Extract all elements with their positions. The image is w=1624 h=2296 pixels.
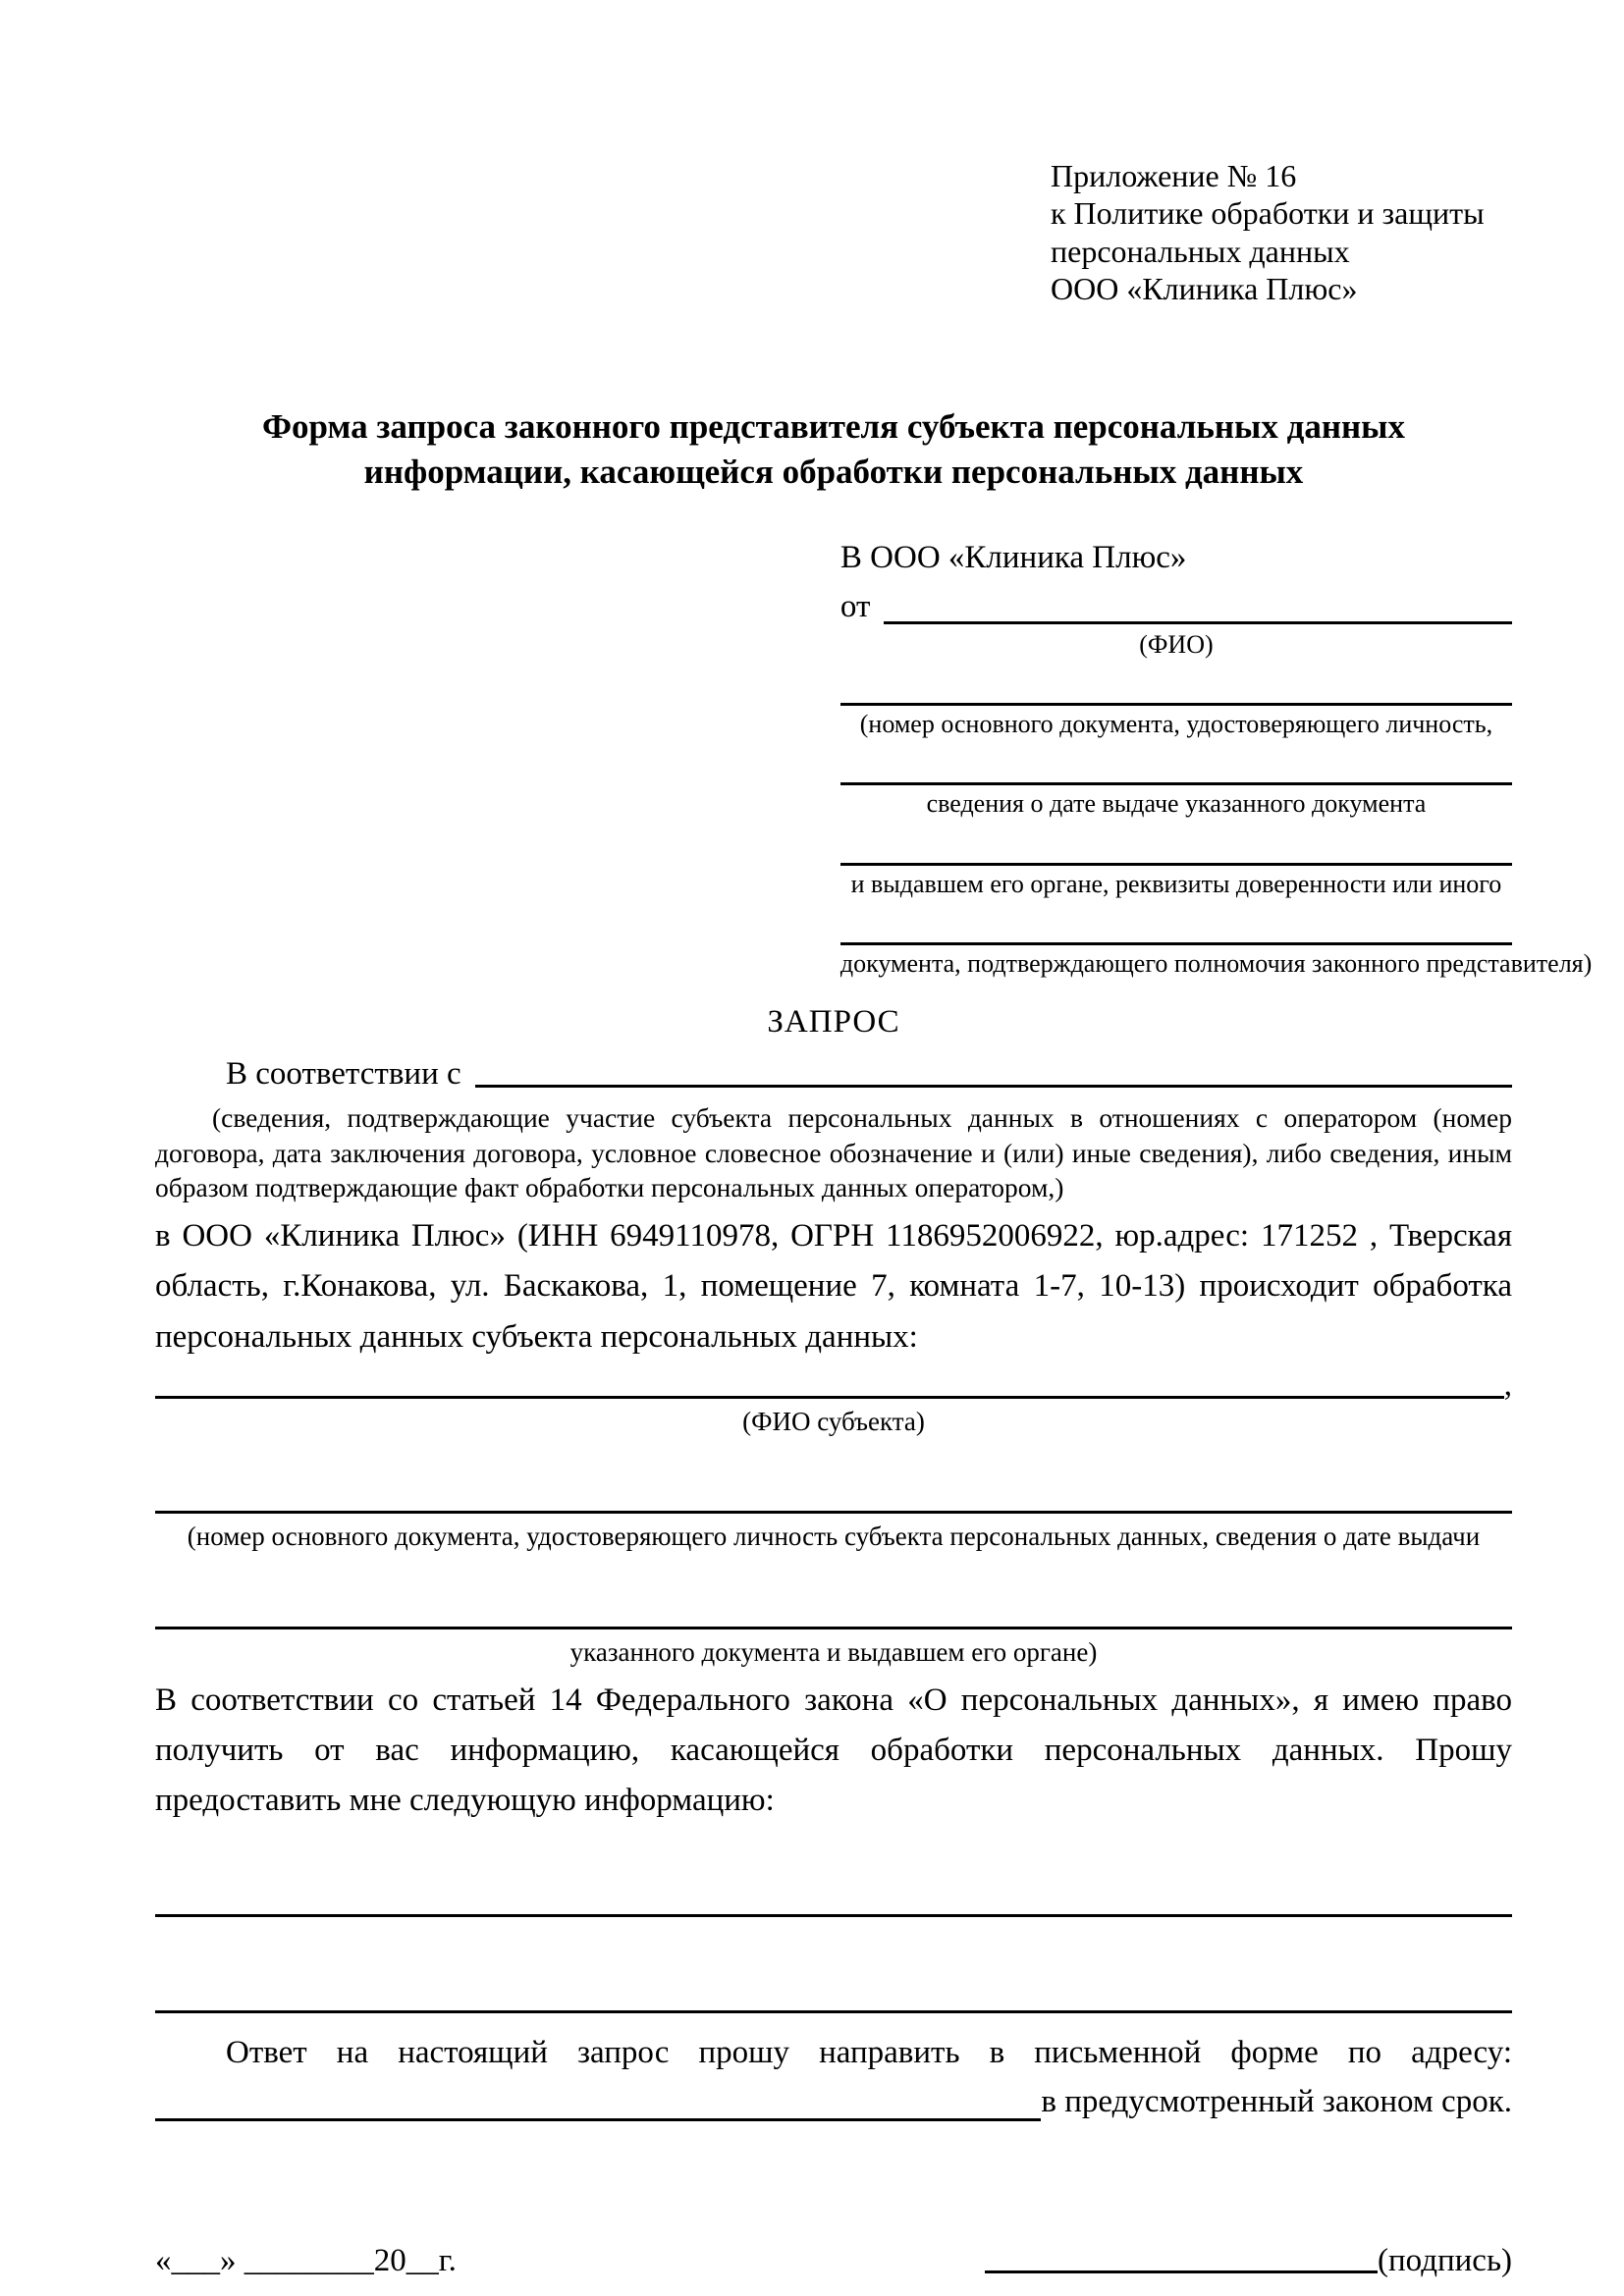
document-number-blank-line [840, 660, 1512, 706]
intro-label: В соответствии с [226, 1055, 461, 1092]
intro-blank-line [475, 1085, 1512, 1088]
from-field-row [840, 585, 1512, 629]
authority-document-blank-line [840, 899, 1512, 945]
from-blank-line [884, 621, 1512, 624]
subject-fio-blank-line [155, 1362, 1504, 1399]
issuing-authority-blank-line [840, 820, 1512, 866]
subject-document-issuer-blank-line [155, 1593, 1512, 1629]
subject-document-blank-line [155, 1477, 1512, 1514]
subject-fio-caption: (ФИО субъекта) [742, 1406, 925, 1436]
spacer [155, 1554, 1512, 1593]
spacer [155, 1922, 1512, 1977]
subject-fio-field-row [155, 1362, 1512, 1404]
information-blank-row-2 [155, 1977, 1512, 2018]
subject-fio-line-suffix: , [1503, 1366, 1512, 1403]
operator-paragraph: в ООО «Клиника Плюс» (ИНН 6949110978, ОГРН 1186952006922, юр.адрес: 171252 , Тверская область, г.Конакова, ул. Баскакова, 1, помещение 7, комната 1-7, 10-13) происходит обработка персональных данных субъекта персональных данных: [155, 1218, 1512, 1355]
subject-document-field-row [155, 1477, 1512, 1519]
information-blank-line-1 [155, 1881, 1512, 1917]
issuing-authority-caption: и выдавшем его органе, реквизиты доверенности или иного [850, 869, 1502, 898]
signature-caption: (подпись) [1378, 2242, 1512, 2278]
organization-name: ООО «Клиника Плюс» [1051, 271, 1358, 307]
fio-caption: (ФИО) [1139, 630, 1214, 660]
reply-paragraph-line2-suffix: в предусмотренный законом срок. [1041, 2084, 1512, 2120]
addressee-block [839, 536, 1593, 979]
reply-address-field-row [155, 2078, 1512, 2127]
addressee-to-line: В ООО «Клиника Плюс» [839, 539, 1187, 575]
issue-date-blank-line [840, 739, 1512, 785]
signature-row [155, 2243, 1512, 2279]
document-number-caption: (номер основного документа, удостоверяющего личность, [859, 710, 1493, 739]
from-label: от [839, 589, 871, 625]
law-paragraph: В соответствии со статьей 14 Федерального закона «О персональных данных», я имею право получить от вас информацию, касающейся обработки персональных данных. Прошу предоставить мне следующую информацию: [155, 1682, 1512, 1819]
intro-field-row [155, 1056, 1512, 1093]
information-blank-row-1 [155, 1881, 1512, 1922]
relationship-evidence-note: (сведения, подтверждающие участие субъекта персональных данных в отношениях с оператором (номер договора, дата заключения договора, условное словесное обозначение и (или) иные сведения), либо сведения, иным образом подтверждающие факт обработки персональных данных оператором,) [155, 1101, 1512, 1203]
signature-field [985, 2243, 1512, 2279]
policy-reference-line1: к Политике обработки и защиты [1051, 195, 1485, 232]
subject-document-caption: (номер основного документа, удостоверяющего личность субъекта персональных данных, сведения о дате выдачи [187, 1522, 1481, 1552]
information-blank-line-2 [155, 1977, 1512, 2013]
appendix-number: Приложение № 16 [1051, 158, 1297, 193]
authority-document-caption: документа, подтверждающего полномочия законного представителя) [839, 948, 1593, 978]
signature-blank-line [985, 2270, 1378, 2273]
appendix-header [1051, 157, 1512, 308]
subject-document-issuer-field-row [155, 1593, 1512, 1634]
spacer [155, 1826, 1512, 1881]
policy-reference-line2: персональных данных [1051, 233, 1350, 269]
subject-document-issuer-caption: указанного документа и выдавшем его органе) [569, 1637, 1098, 1668]
reply-paragraph-line1: Ответ на настоящий запрос прошу направить в письменной форме по адресу: [226, 2035, 1512, 2071]
reply-address-blank-line [155, 2118, 1041, 2121]
document-title: Форма запроса законного представителя субъекта персональных данных информации, касающейся обработки персональных данных [262, 406, 1405, 491]
spacer [155, 1438, 1512, 1477]
date-placeholder: «___» ________20__г. [155, 2242, 457, 2278]
issue-date-caption: сведения о дате выдаче указанного документа [926, 789, 1427, 819]
request-heading: ЗАПРОС [767, 1003, 900, 1040]
